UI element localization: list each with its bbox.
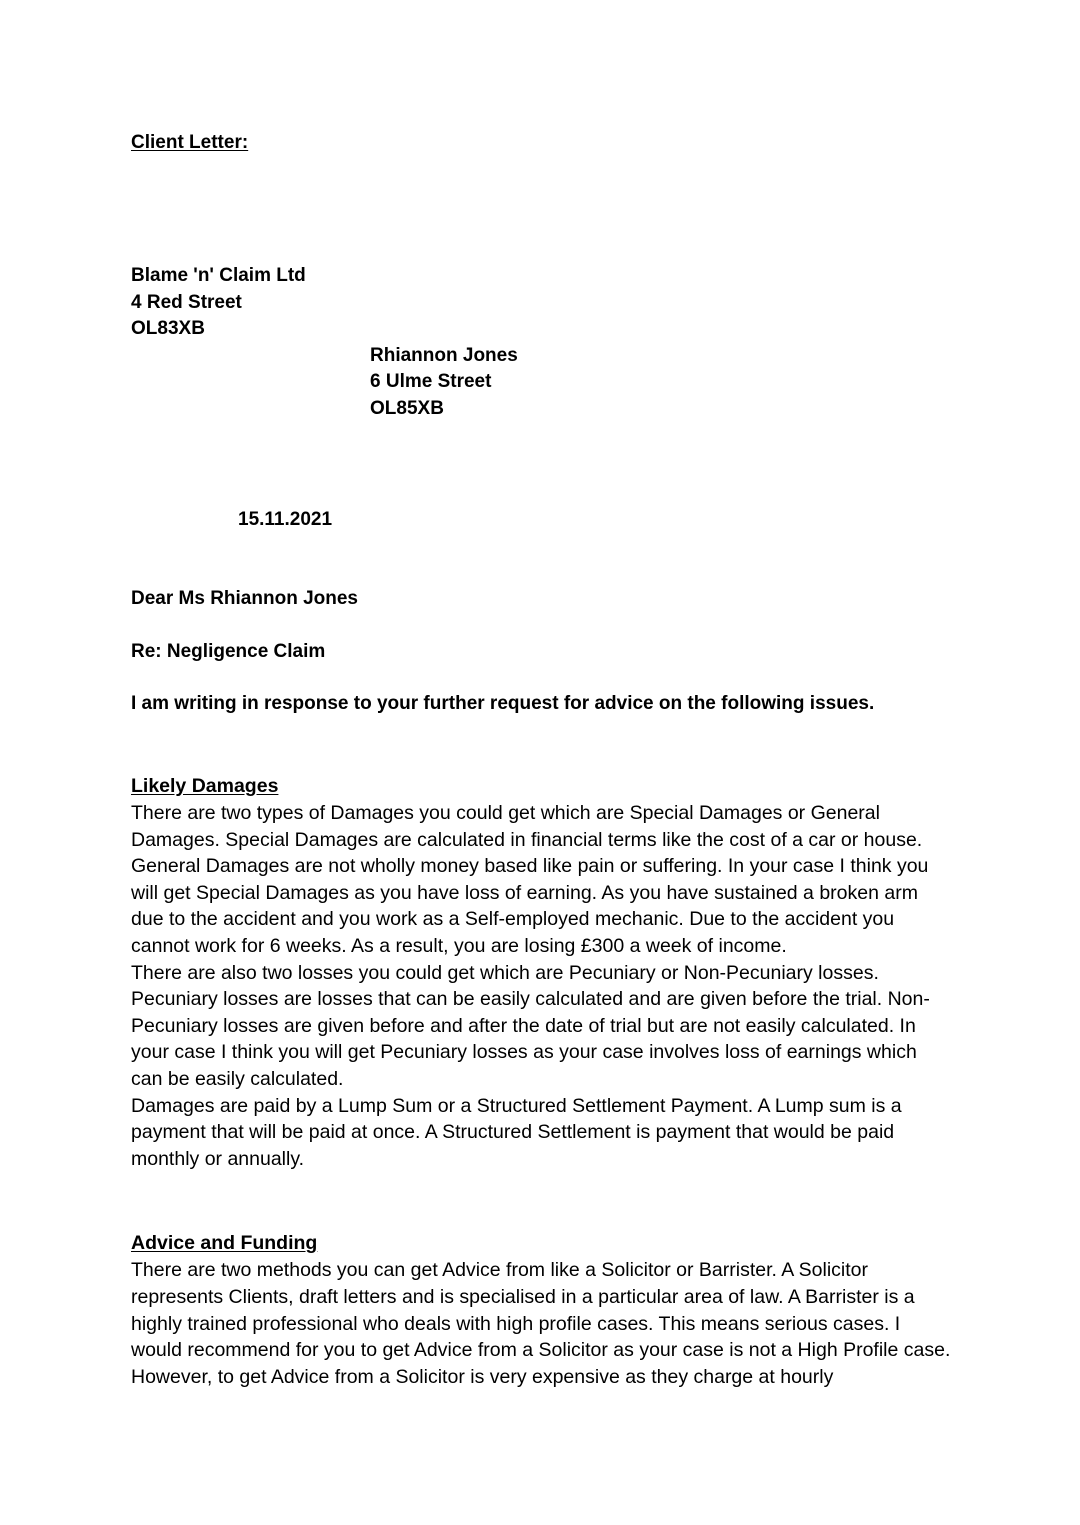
recipient-address-line-3: OL85XB [370, 397, 444, 419]
paragraph-advice-sources: There are two methods you can get Advice from like a Solicitor or Barrister. A Solicitor represents Clients, draft letters and is specialised in a particular area of law. A Barrister is a highly trained professional who deals with high profile cases. This means serious cases. I would recommend for you to get Advice from a Solicitor as your case is not a High Profile case. However, to get Advice from a Solicitor is very expensive as they charge at hourly [131, 1259, 951, 1388]
sender-address-line-1: Blame 'n' Claim Ltd [131, 265, 306, 286]
section-advice-and-funding [131, 1230, 951, 1390]
section-heading-advice-and-funding: Advice and Funding [131, 1232, 318, 1255]
recipient-address-line-1: Rhiannon Jones [370, 344, 518, 366]
document-title: Client Letter: [131, 132, 249, 153]
intro-paragraph: I am writing in response to your further request for advice on the following issues. [131, 693, 875, 714]
paragraph-pecuniary-losses: There are also two losses you could get which are Pecuniary or Non-Pecuniary losses. Pecuniary losses are losses that can be easily calculated and are given before the trial. Non-Pecuniary losses are given before and after the date of trial but are not easily calculated. In your case I think you will get Pecuniary losses as your case involves loss of earnings which can be easily calculated. [131, 961, 930, 1090]
section-heading-likely-damages: Likely Damages [131, 775, 279, 797]
recipient-address-line-2: 6 Ulme Street [370, 371, 492, 392]
sender-address-line-3: OL83XB [131, 318, 205, 339]
section-likely-damages [131, 773, 951, 1172]
paragraph-payment-methods: Damages are paid by a Lump Sum or a Structured Settlement Payment. A Lump sum is a payment that will be paid at once. A Structured Settlement is payment that would be paid monthly or annually. [131, 1094, 902, 1170]
recipient-address-block [370, 343, 951, 423]
subject-line: Re: Negligence Claim [131, 641, 326, 662]
document-content [131, 0, 951, 1390]
letter-date: 15.11.2021 [238, 509, 333, 530]
sender-address-block [131, 263, 951, 343]
salutation: Dear Ms Rhiannon Jones [131, 588, 358, 609]
sender-address-line-2: 4 Red Street [131, 291, 242, 313]
paragraph-damages-types: There are two types of Damages you could get which are Special Damages or General Damages. Special Damages are calculated in financial terms like the cost of a car or house. General Damages are not wholly money based like pain or suffering. In your case I think you will get Special Damages as you have loss of earning. As you have sustained a broken arm due to the accident and you work as a Self-employed mechanic. Due to the accident you cannot work for 6 weeks. As a result, you are losing £300 a week of income. [131, 802, 929, 957]
